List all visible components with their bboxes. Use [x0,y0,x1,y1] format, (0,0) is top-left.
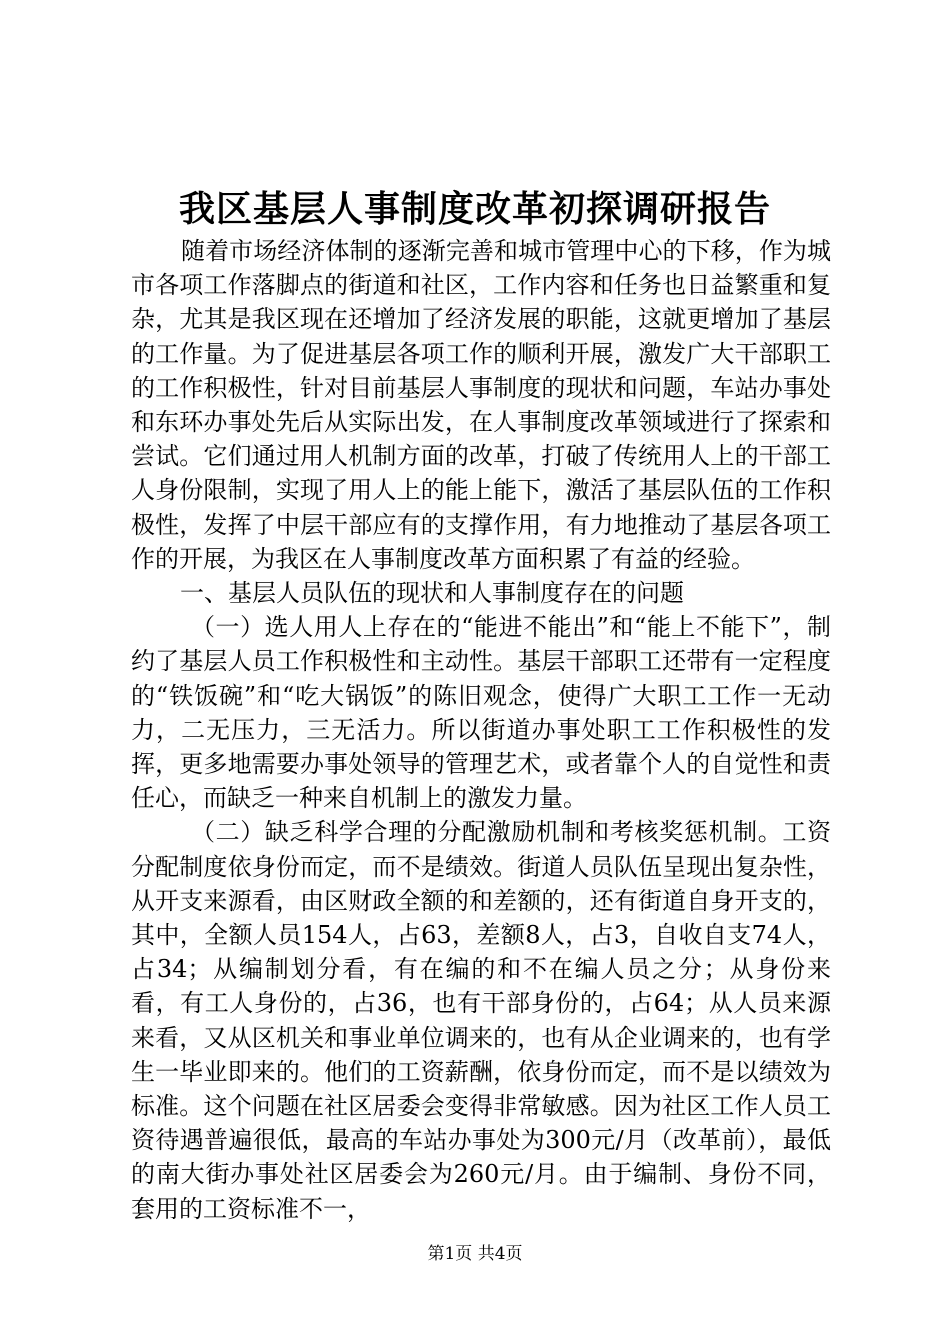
section-heading-1: 一、基层人员队伍的现状和人事制度存在的问题 [180,579,684,608]
document-body [131,234,831,1226]
paragraph-problem-1: （一）选人用人上存在的“能进不能出”和“能上不能下”，制约了基层人员工作积极性和主动性。基层干部职工还带有一定程度的“铁饭碗”和“吃大锅饭”的陈旧观念，使得广大职工工作一无动力，二无压力，三无活力。所以街道办事处职工工作积极性的发挥，更多地需要办事处领导的管理艺术，或者靠个人的自觉性和责任心，而缺乏一种来自机制上的激发力量。 [131,613,831,813]
paragraph-problem-2: （二）缺乏科学合理的分配激励机制和考核奖惩机制。工资分配制度依身份而定，而不是绩效。街道人员队伍呈现出复杂性，从开支来源看，由区财政全额的和差额的，还有街道自身开支的，其中，全额人员154人，占63，差额8人，占3，自收自支74人，占34；从编制划分看，有在编的和不在编人员之分；从身份来看，有工人身份的，占36，也有干部身份的，占64；从人员来源来看，又从区机关和事业单位调来的，也有从企业调来的，也有学生一毕业即来的。他们的工资薪酬，依身份而定，而不是以绩效为标准。这个问题在社区居委会变得非常敏感。因为社区工作人员工资待遇普遍很低，最高的车站办事处为300元/月（改革前），最低的南大街办事处社区居委会为260元/月。由于编制、身份不同，套用的工资标准不一， [131,818,831,1223]
paragraph-intro: 随着市场经济体制的逐渐完善和城市管理中心的下移，作为城市各项工作落脚点的街道和社区，工作内容和任务也日益繁重和复杂，尤其是我区现在还增加了经济发展的职能，这就更增加了基层的工作量。为了促进基层各项工作的顺利开展，激发广大干部职工的工作积极性，针对目前基层人事制度的现状和问题，车站办事处和东环办事处先后从实际出发，在人事制度改革领域进行了探索和尝试。它们通过用人机制方面的改革，打破了传统用人上的干部工人身份限制，实现了用人上的能上能下，激活了基层队伍的工作积极性，发挥了中层干部应有的支撑作用，有力地推动了基层各项工作的开展，为我区在人事制度改革方面积累了有益的经验。 [131,237,831,573]
page-footer: 第1页 共4页 [427,1244,523,1264]
document-title: 我区基层人事制度改革初探调研报告 [178,188,771,230]
